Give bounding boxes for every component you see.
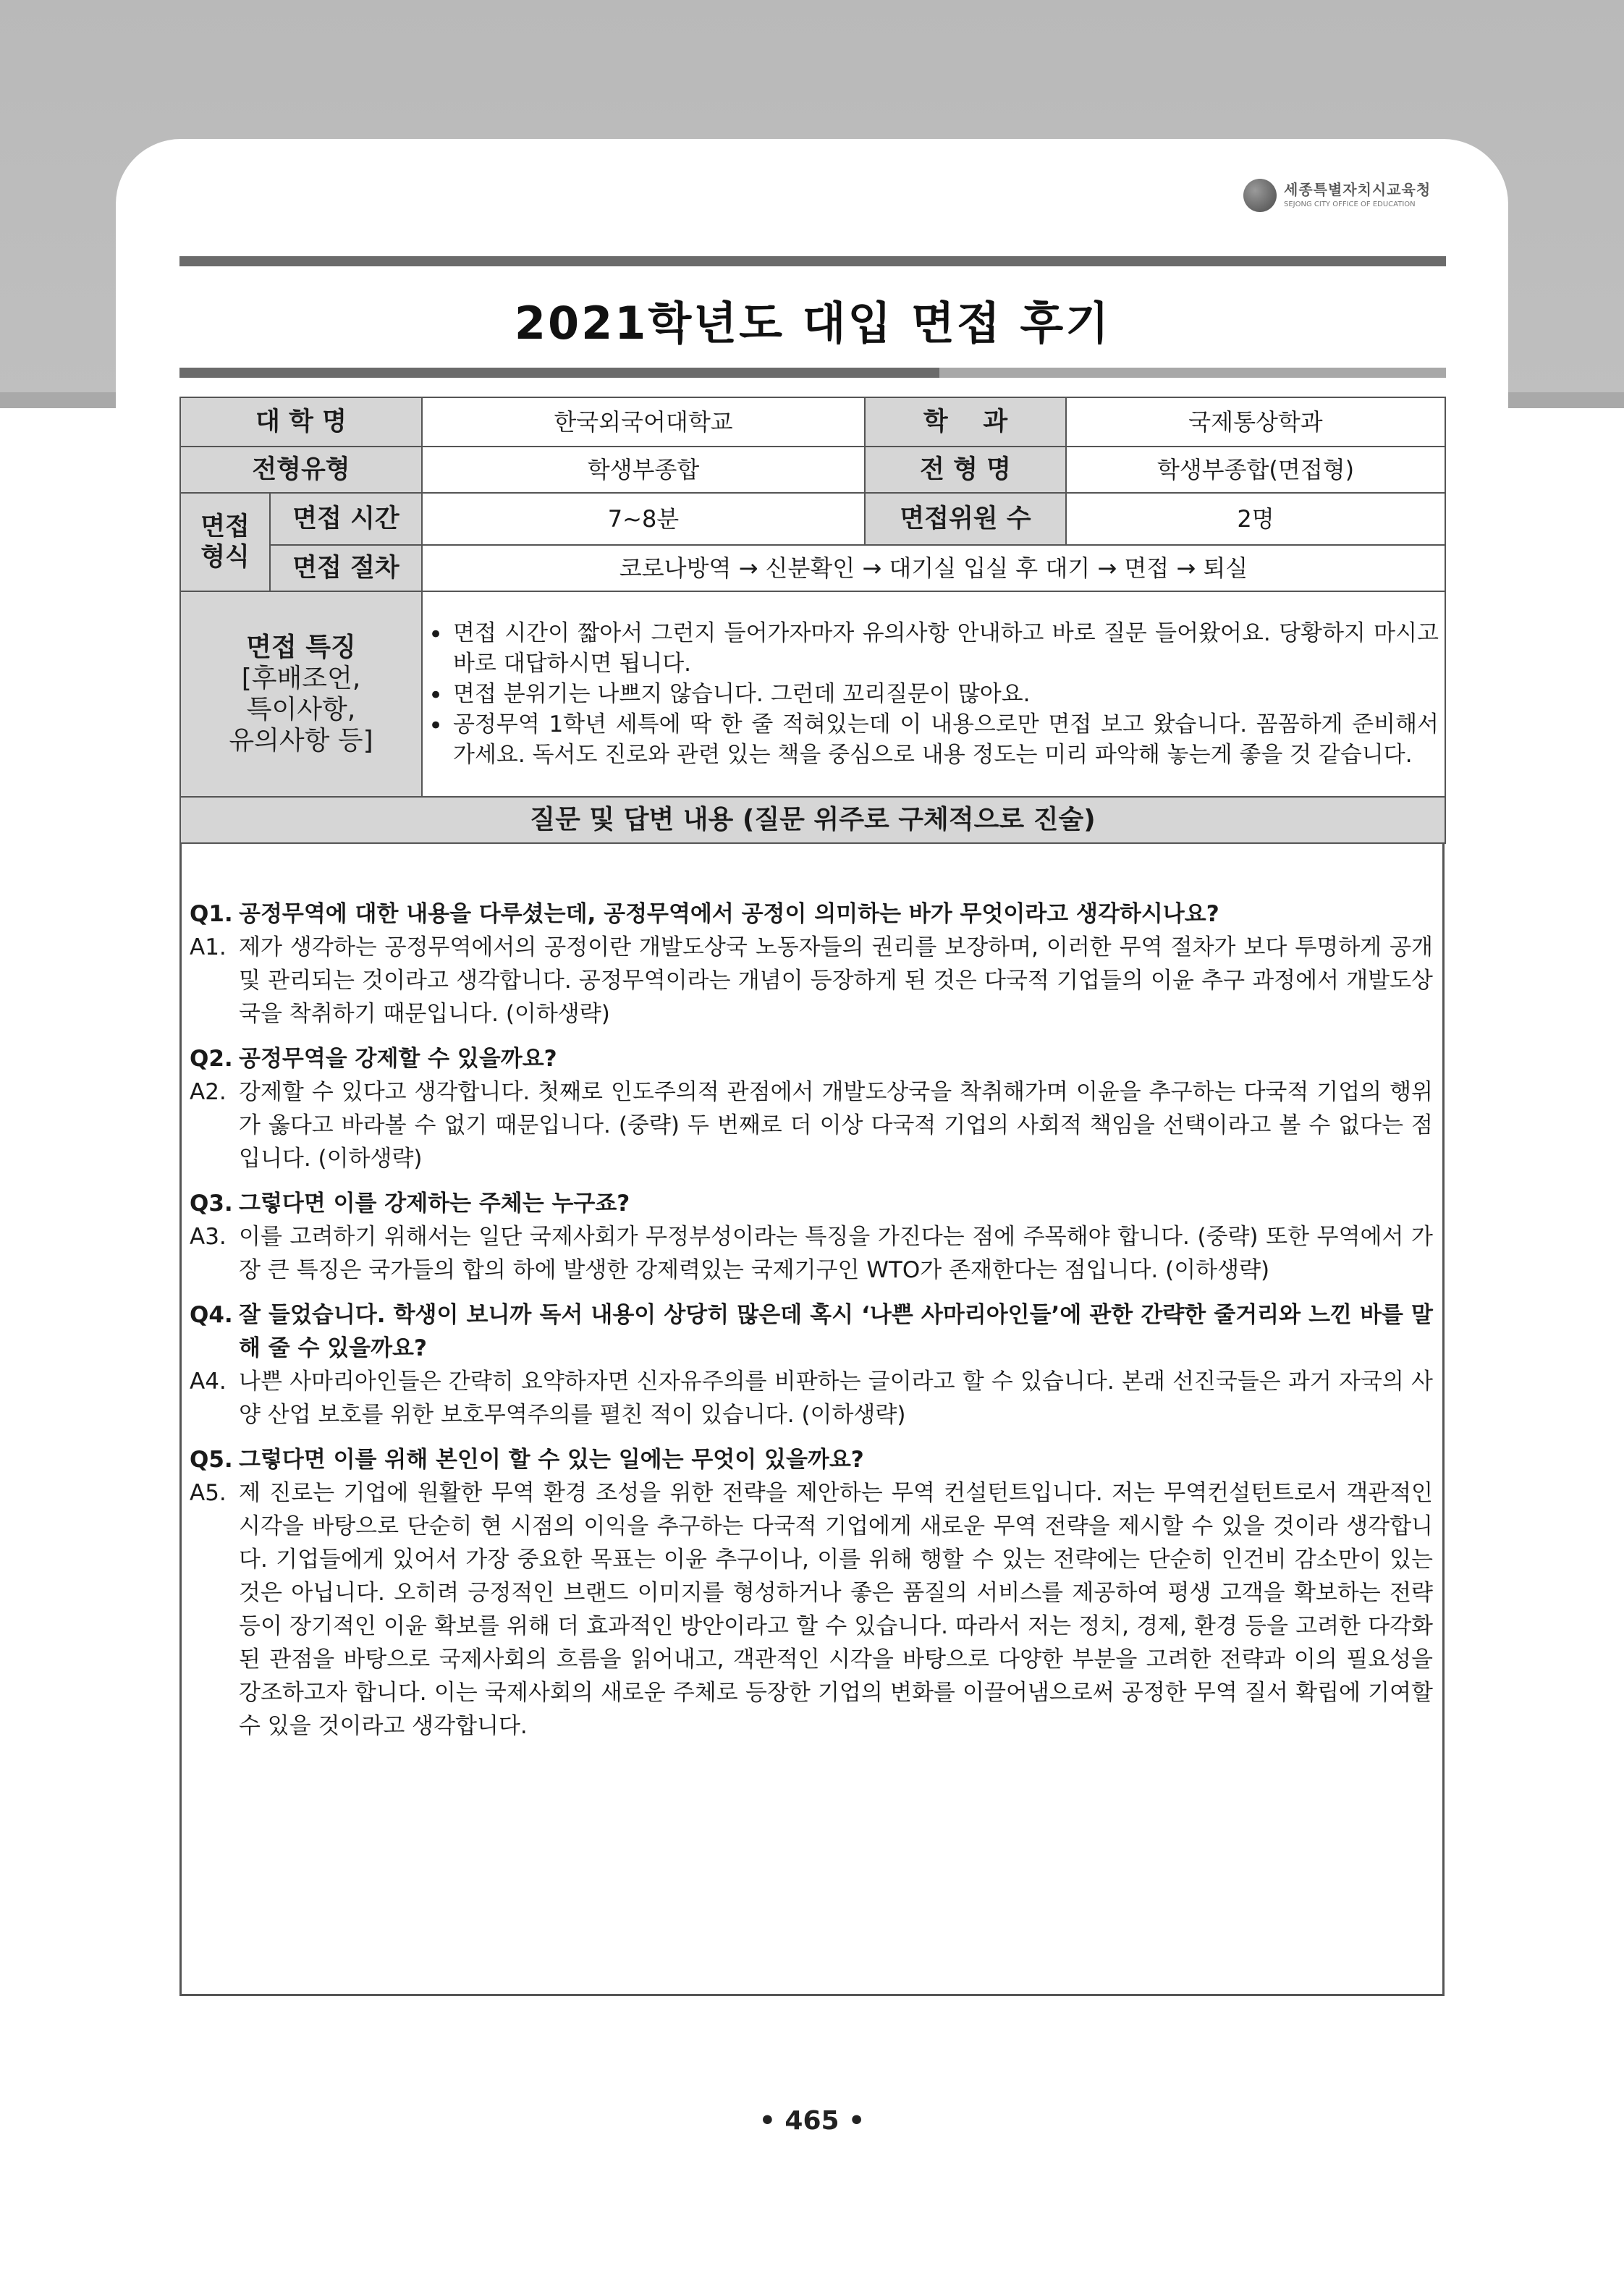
features-subtitle-3: 유의사항 등] [229, 726, 373, 756]
logo-text: 세종특별자치시교육청 [1284, 181, 1431, 198]
question-1 [190, 897, 1433, 931]
answer-text: 제 진로는 기업에 원활한 무역 환경 조성을 위한 전략을 제안하는 무역 컨설턴트입니다. 저는 무역컨설턴트로서 객관적인 시각을 바탕으로 단순히 현 시점의 이익을 추구하는 다국적 기업에게 새로운 무역 전략을 제시할 수 있을 것이라 생각합니다. 기업들에게 있어서 가장 중요한 목표는 이윤 추구이나, 이를 위해 행할 수 있는 전략에는 단순히 인건비 감소만이 있는 것은 아닙니다. 오히려 긍정적인 브랜드 이미지를 형성하거나 좋은 품질의 서비스를 제공하여 평생 고객을 확보하는 전략 등이 장기적인 이윤 확보를 위해 더 효과적인 방안이라고 할 수 있습니다. 따라서 저는 정치, 경제, 환경 등을 고려한 다각화된 관점을 바탕으로 국제사회의 흐름을 읽어내고, 객관적인 시각을 바탕으로 다양한 부분을 고려한 전략과 이의 필요성을 강조하고자 합니다. 이는 국제사회의 새로운 주체로 등장한 기업의 변화를 이끌어냄으로써 공정한 무역 질서 확립에 기여할 수 있을 것이라고 생각합니다. [239, 1480, 1433, 1739]
question-2 [190, 1042, 1433, 1075]
answer-2 [190, 1075, 1433, 1175]
answer-text: 강제할 수 있다고 생각합니다. 첫째로 인도주의적 관점에서 개발도상국을 착취해가며 이윤을 추구하는 다국적 기업의 행위가 옳다고 바라볼 수 없기 때문입니다. (중략) 두 번째로 더 이상 다국적 기업의 사회적 책임을 선택이라고 볼 수 없다는 점입니다. (이하생략) [239, 1079, 1433, 1172]
answer-label: A4. [190, 1369, 227, 1395]
interviewers-value: 2명 [1066, 493, 1445, 545]
time-value: 7~8분 [422, 493, 865, 545]
qa-section-note: (질문 위주로 구체적으로 진술) [733, 805, 1096, 835]
qa-section-title: 질문 및 답변 내용 [530, 805, 734, 835]
features-cell [422, 591, 1445, 797]
question-text: 잘 들었습니다. 학생이 보니까 독서 내용이 상당히 많은데 혹시 ‘나쁜 사마리아인들’에 관한 간략한 줄거리와 느낀 바를 말해 줄 수 있을까요? [239, 1302, 1433, 1361]
answer-text: 제가 생각하는 공정무역에서의 공정이란 개발도상국 노동자들의 권리를 보장하며, 이러한 무역 절차가 보다 투명하게 공개 및 관리되는 것이라고 생각합니다. 공정무역이라는 개념이 등장하게 된 것은 다국적 기업들의 이윤 추구 과정에서 개발도상국을 착취하기 때문입니다. (이하생략) [239, 934, 1433, 1027]
question-label: Q1. [190, 901, 233, 927]
time-label: 면접 시간 [270, 493, 422, 545]
procedure-value: 코로나방역 → 신분확인 → 대기실 입실 후 대기 → 면접 → 퇴실 [422, 545, 1445, 591]
answer-text: 이를 고려하기 위해서는 일단 국제사회가 무정부성이라는 특징을 가진다는 점에 주목해야 합니다. (중략) 또한 무역에서 가장 큰 특징은 국가들의 합의 하에 발생한 강제력있는 국제기구인 WTO가 존재한다는 점입니다. (이하생략) [239, 1224, 1433, 1283]
answer-text: 나쁜 사마리아인들은 간략히 요약하자면 신자유주의를 비판하는 글이라고 할 수 있습니다. 본래 선진국들은 과거 자국의 사양 산업 보호를 위한 보호무역주의를 펼친 적이 있습니다. (이하생략) [239, 1369, 1433, 1428]
feature-item: • 면접 시간이 짧아서 그런지 들어가자마자 유의사항 안내하고 바로 질문 들어왔어요. 당황하지 마시고 바로 대답하시면 됩니다. [428, 618, 1439, 679]
question-text: 공정무역에 대한 내용을 다루셨는데, 공정무역에서 공정이 의미하는 바가 무엇이라고 생각하시나요? [239, 901, 1219, 927]
logo-subtext: SEJONG CITY OFFICE OF EDUCATION [1284, 200, 1416, 208]
answer-label: A2. [190, 1079, 227, 1105]
answer-4 [190, 1365, 1433, 1432]
question-label: Q3. [190, 1191, 233, 1217]
question-4 [190, 1298, 1433, 1365]
admission-name-value: 학생부종합(면접형) [1066, 447, 1445, 493]
question-label: Q4. [190, 1302, 233, 1328]
page-title: 2021학년도 대입 면접 후기 [514, 296, 1112, 350]
question-text: 그렇다면 이를 위해 본인이 할 수 있는 일에는 무엇이 있을까요? [239, 1447, 864, 1473]
title-rule-top [179, 256, 1446, 266]
department-label: 학 과 [865, 397, 1066, 447]
admission-type-label: 전형유형 [180, 447, 422, 493]
feature-item: • 면접 분위기는 나쁘지 않습니다. 그런데 꼬리질문이 많아요. [428, 679, 1439, 709]
question-text: 그렇다면 이를 강제하는 주체는 누구죠? [239, 1191, 630, 1217]
title-rule-bottom [179, 368, 1446, 378]
office-logo [1243, 174, 1460, 217]
qa-list [190, 897, 1433, 1743]
features-subtitle-2: 특이사항, [246, 695, 356, 724]
answer-label: A3. [190, 1224, 227, 1250]
department-value: 국제통상학과 [1066, 397, 1445, 447]
interview-info-table [179, 397, 1446, 844]
right-stripe [1508, 392, 1624, 408]
page-number: • 465 • [758, 2106, 866, 2136]
question-text: 공정무역을 강제할 수 있을까요? [239, 1046, 557, 1072]
interviewers-label: 면접위원 수 [865, 493, 1066, 545]
emblem-icon [1243, 179, 1277, 212]
feature-item: • 공정무역 1학년 세특에 딱 한 줄 적혀있는데 이 내용으로만 면접 보고 왔습니다. 꼼꼼하게 준비해서 가세요. 독서도 진로와 관련 있는 책을 중심으로 내용 정도는 미리 파악해 놓는게 좋을 것 같습니다. [428, 709, 1439, 770]
answer-label: A5. [190, 1480, 227, 1506]
features-label [180, 591, 422, 797]
features-list [428, 618, 1439, 771]
features-subtitle-1: [후배조언, [241, 663, 361, 693]
answer-1 [190, 931, 1433, 1031]
features-title: 면접 특징 [246, 632, 356, 662]
question-3 [190, 1187, 1433, 1220]
question-label: Q5. [190, 1447, 233, 1473]
question-5 [190, 1443, 1433, 1476]
format-label: 면접 형식 [180, 493, 270, 591]
university-label: 대 학 명 [180, 397, 422, 447]
admission-name-label: 전 형 명 [865, 447, 1066, 493]
university-value: 한국외국어대학교 [422, 397, 865, 447]
answer-5 [190, 1476, 1433, 1743]
qa-section-header [180, 797, 1445, 843]
answer-label: A1. [190, 934, 227, 960]
question-label: Q2. [190, 1046, 233, 1072]
answer-3 [190, 1220, 1433, 1287]
admission-type-value: 학생부종합 [422, 447, 865, 493]
left-stripe [0, 392, 116, 408]
procedure-label: 면접 절차 [270, 545, 422, 591]
